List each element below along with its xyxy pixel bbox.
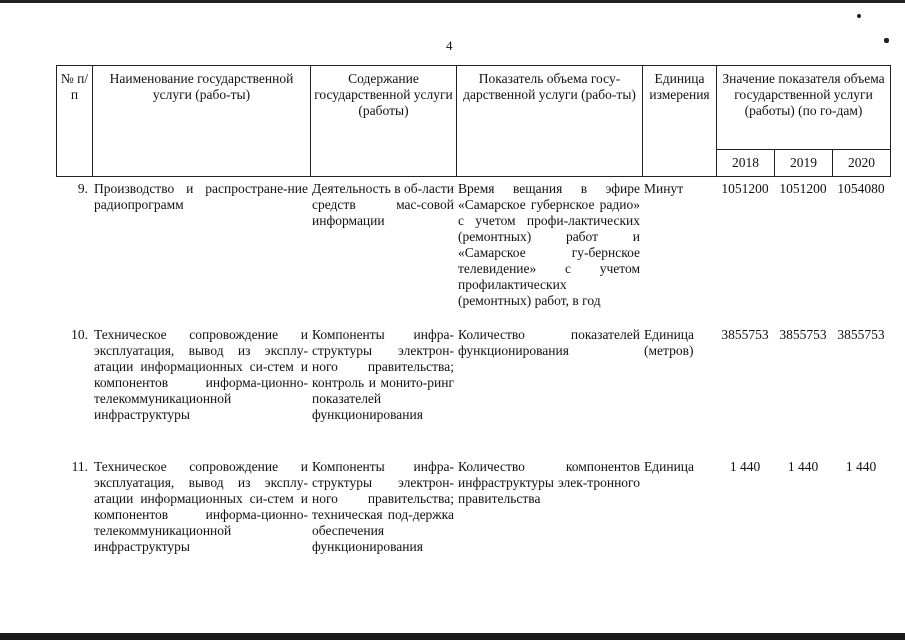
row-number: 11.: [71, 459, 88, 474]
header-year-2018: 2018: [717, 150, 775, 177]
header-unit: Единица измерения: [643, 66, 717, 177]
scan-speck: [857, 14, 861, 18]
value-2018: 1051200: [721, 181, 769, 196]
value-2019: 1 440: [787, 459, 819, 474]
header-indicator-value: Значение показателя объема государственной услуги (работы) (по го-дам): [717, 66, 891, 150]
unit: Минут: [644, 181, 684, 196]
table-header: [56, 65, 891, 177]
table-row: [56, 459, 890, 555]
unit: Единица: [644, 459, 695, 474]
service-content: Деятельность в об-ласти средств мас-совой информации: [312, 181, 454, 228]
value-2019: 1051200: [779, 181, 827, 196]
volume-indicator: Время вещания в эфире «Самарское губернское радио» с учетом профи-лактических (ремонтных) работ и «Самарское гу-бернское телевидение» с учетом профилактических (ремонтных) работ, в год: [458, 181, 640, 308]
value-2020: 3855753: [837, 327, 885, 342]
row-number: 9.: [77, 181, 88, 196]
value-2020: 1 440: [845, 459, 877, 474]
header-volume-indicator: Показатель объема госу-дарственной услуги (рабо-ты): [457, 66, 643, 177]
page-number: 4: [446, 38, 453, 53]
header-service-name: Наименование государственной услуги (рабо-ты): [93, 66, 311, 177]
value-2018: 3855753: [721, 327, 769, 342]
value-2019: 3855753: [779, 327, 827, 342]
scan-speck: [884, 38, 889, 43]
table-row: [56, 181, 890, 309]
table-body: [56, 181, 890, 555]
service-content: Компоненты инфра-структуры электрон-ного правительства; техническая под-держка обеспечения функционирования: [312, 459, 454, 554]
volume-indicator: Количество компонентов инфраструктуры элек-тронного правительства: [458, 459, 640, 506]
header-year-2019: 2019: [775, 150, 833, 177]
service-content: Компоненты инфра-структуры электрон-ного правительства; контроль и монито-ринг показателей функционирования: [312, 327, 454, 422]
service-name: Техническое сопровождение и эксплуатация, вывод из эксплу-атации информационных си-стем и компонентов информа-ционно-телекоммуникационной инфраструктуры: [94, 327, 308, 422]
volume-indicator: Количество показателей функционирования: [458, 327, 640, 358]
header-year-2020: 2020: [833, 150, 891, 177]
bottom-border-line: [0, 633, 905, 640]
header-number: № п/п: [57, 66, 93, 177]
value-2018: 1 440: [729, 459, 761, 474]
service-name: Техническое сопровождение и эксплуатация, вывод из эксплу-атации информационных си-стем и компонентов информа-ционно-телекоммуникационной инфраструктуры: [94, 459, 308, 554]
top-border-line: [0, 0, 905, 3]
value-2020: 1054080: [837, 181, 885, 196]
unit: Единица (метров): [644, 327, 695, 358]
table-row: [56, 327, 890, 423]
row-number: 10.: [71, 327, 88, 342]
header-service-content: Содержание государственной услуги (работы): [311, 66, 457, 177]
service-name: Производство и распростране-ние радиопрограмм: [94, 181, 308, 212]
